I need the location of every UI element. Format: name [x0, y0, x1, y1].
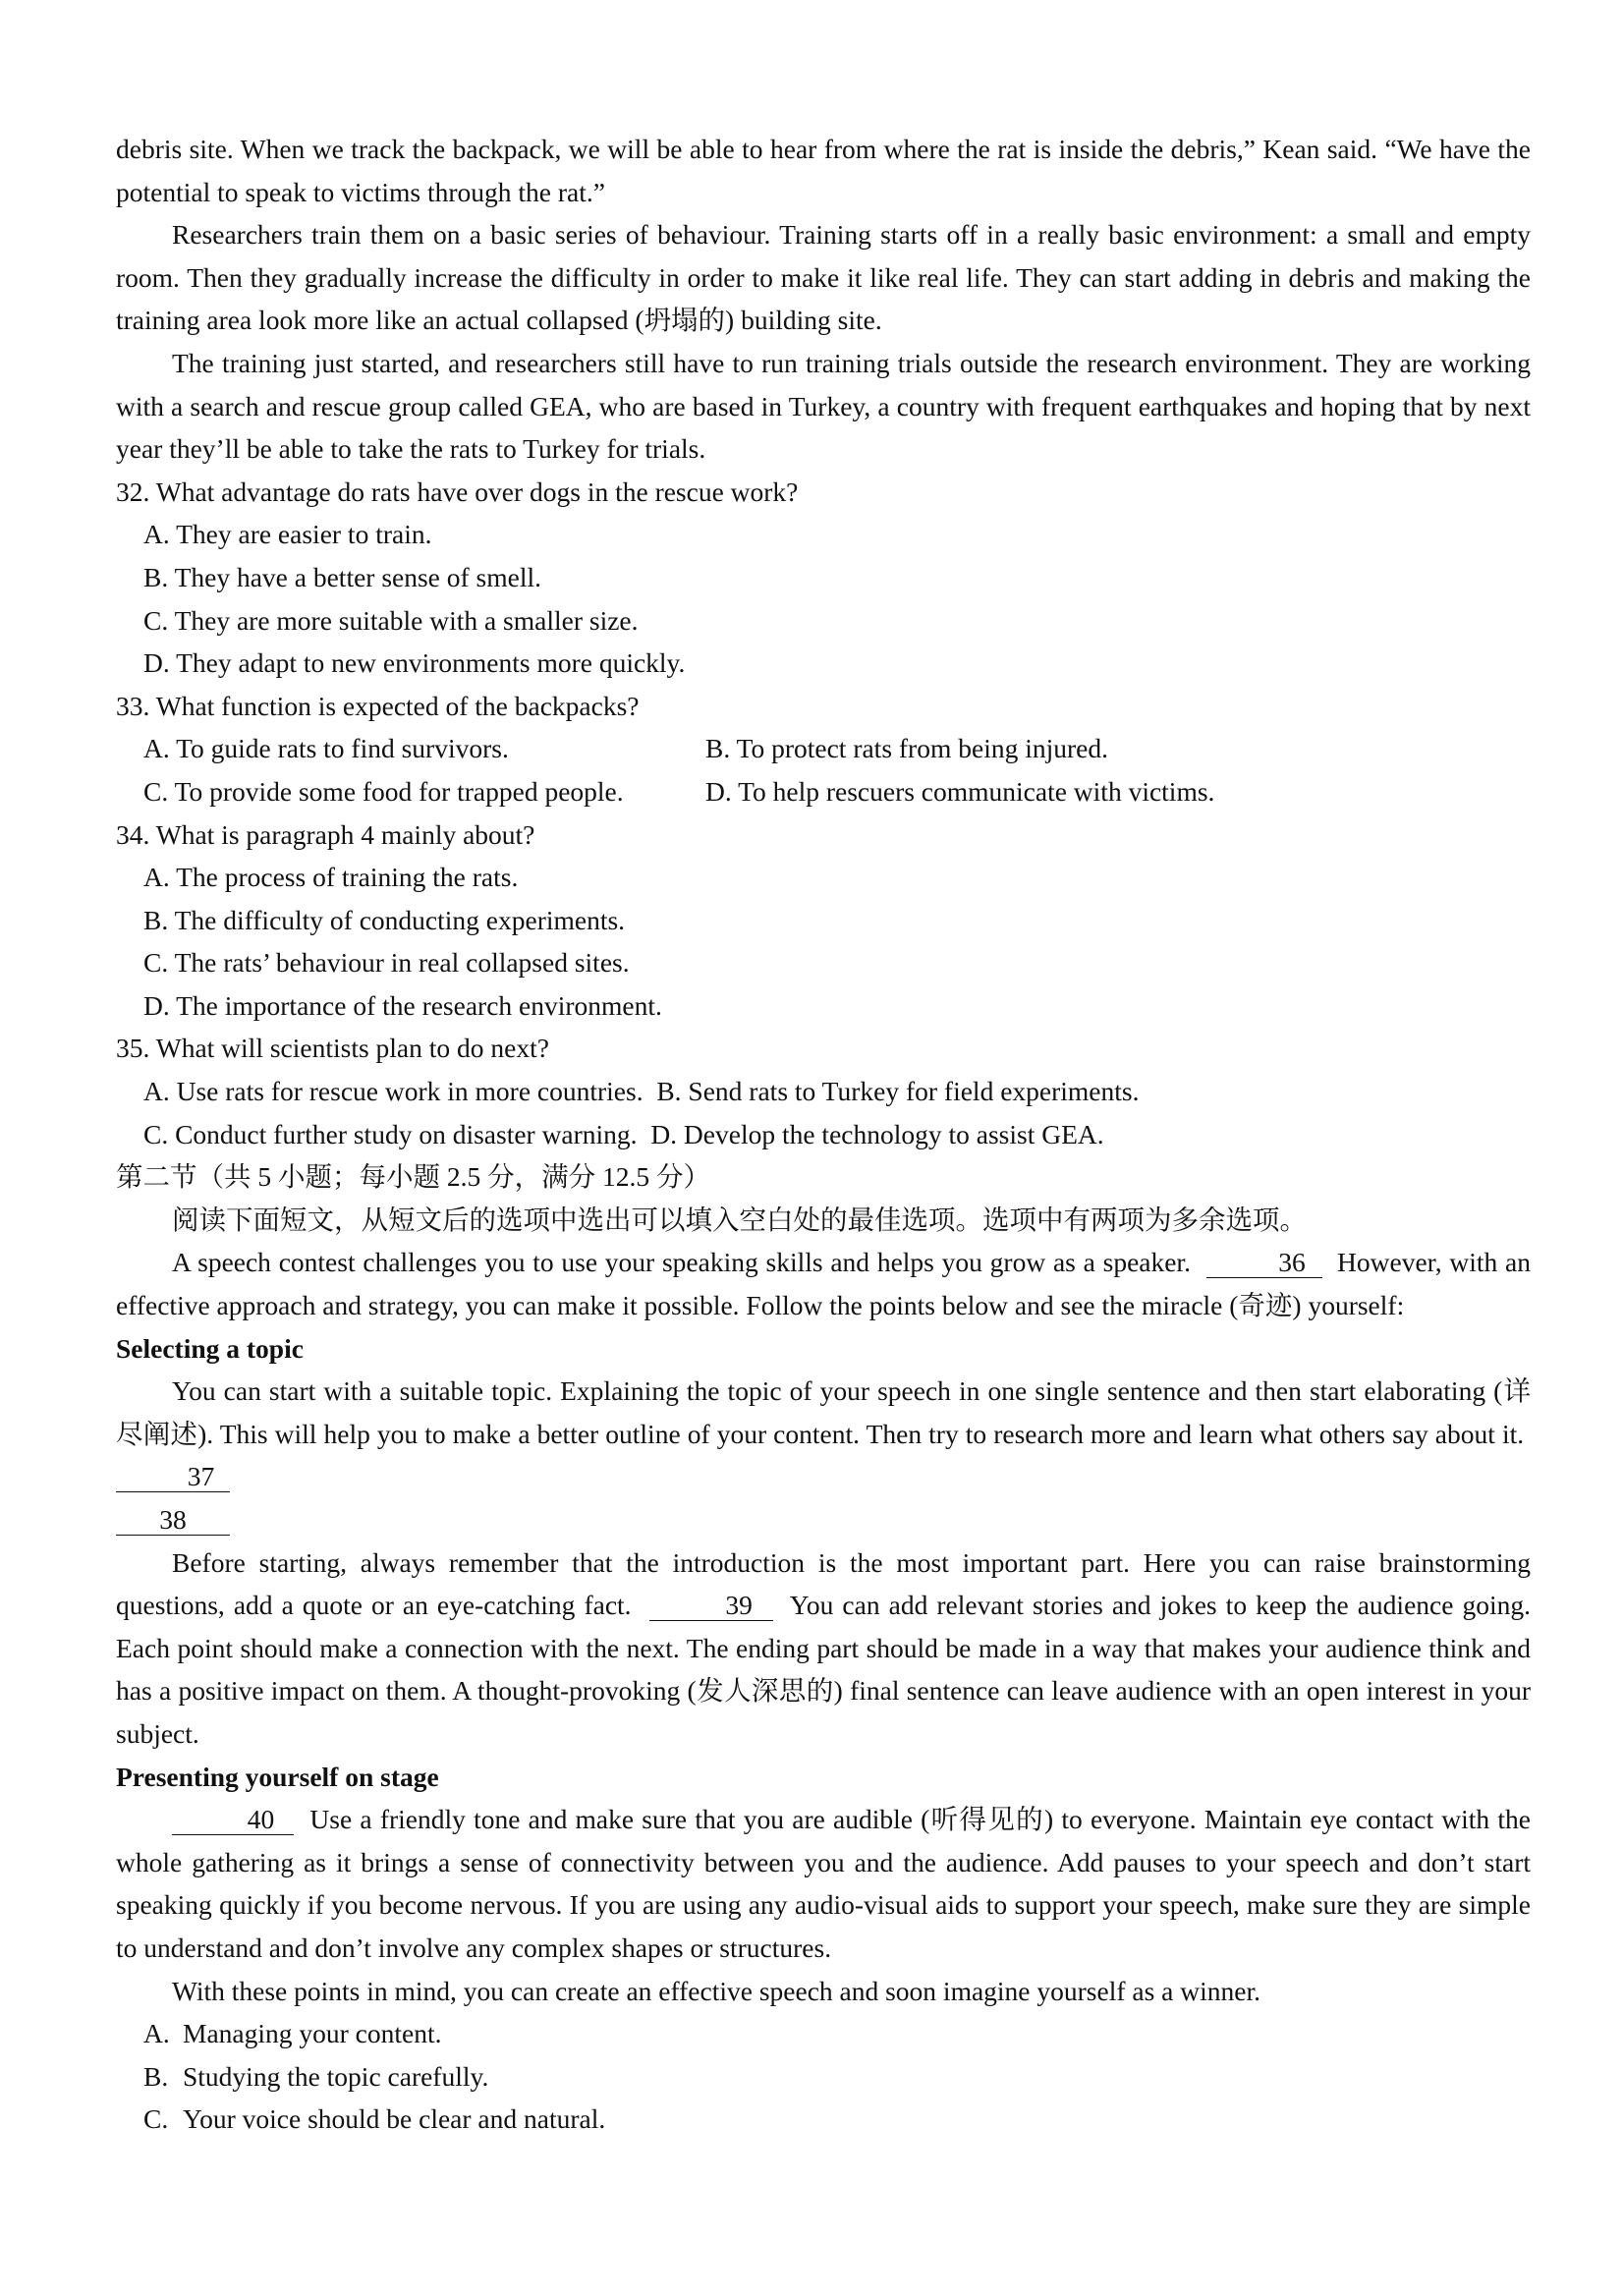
exam-page — [116, 128, 1531, 2141]
question-33-option-d[interactable]: D. To help rescuers communicate with victims. — [705, 775, 1215, 807]
heading-presenting-on-stage: Presenting yourself on stage — [116, 1761, 439, 1792]
question-32-option-b[interactable]: B. They have a better sense of smell. — [143, 561, 541, 592]
gap-option-letter: B. — [143, 2060, 169, 2092]
topic-paragraph — [116, 1370, 1531, 1498]
content-text-a: Before starting, always remember that the introduction is the most important part. Here you can raise brainstorming questions, add a quote or an eye-catching fact. — [116, 1546, 1531, 1621]
question-33-option-a[interactable]: A. To guide rats to find survivors. — [143, 733, 509, 764]
question-32-option-a[interactable]: A. They are easier to train. — [143, 519, 432, 550]
topic-text: You can start with a suitable topic. Explaining the topic of your speech in one single sentence and then start elaborating (详尽阐述). This will help you to make a better outline of your content. Then try to research more and learn what others say about it. — [116, 1375, 1531, 1449]
gap-option-text: Your voice should be clear and natural. — [183, 2103, 606, 2135]
gap-option-text: Studying the topic carefully. — [183, 2060, 489, 2092]
intro-text-a: A speech contest challenges you to use your speaking skills and helps you grow as a speaker. — [172, 1247, 1191, 1278]
question-34-stem: 34. What is paragraph 4 mainly about? — [116, 818, 535, 850]
section-2-instruction: 阅读下面短文，从短文后的选项中选出可以填入空白处的最佳选项。选项中有两项为多余选项。 — [172, 1204, 1307, 1235]
content-text-b: You can add relevant stories and jokes to keep the audience going. Each point should make a connection with the next. The ending part should be made in a way that makes your audience think and has a positive impact on them. A thought-provoking (发人深思的) final sentence can leave audience with an open interest in your subject. — [116, 1590, 1532, 1749]
gap-option-c[interactable] — [116, 2098, 1531, 2141]
passage-paragraph: debris site. When we track the backpack, we will be able to hear from where the rat is inside the debris,” Kean said. “We have the potential to speak to victims through the rat.” — [116, 134, 1531, 207]
question-35-options-row-2 — [116, 1113, 1531, 1156]
question-34-option-a[interactable]: A. The process of training the rats. — [143, 862, 519, 893]
question-35-option-a[interactable]: A. Use rats for rescue work in more countries. — [143, 1076, 644, 1107]
passage-paragraph: The training just started, and researchers still have to run training trials outside the research environment. They are working with a search and rescue group called GEA, who are based in Turkey, a country with frequent earthquakes and hoping that by next year they’ll be able to take the rats to Turkey for trials. — [116, 347, 1531, 465]
gap-option-letter: C. — [143, 2103, 169, 2135]
question-35-option-c[interactable]: C. Conduct further study on disaster warning. — [143, 1118, 638, 1149]
question-32-option-c[interactable]: C. They are more suitable with a smaller size. — [143, 604, 639, 636]
gap-option-letter: A. — [143, 2018, 170, 2049]
question-33-option-c[interactable]: C. To provide some food for trapped people. — [143, 775, 624, 807]
question-35-option-b[interactable]: B. Send rats to Turkey for field experiments. — [656, 1076, 1140, 1107]
question-33-option-b[interactable]: B. To protect rats from being injured. — [705, 733, 1108, 764]
question-34-option-c[interactable]: C. The rats’ behaviour in real collapsed sites. — [143, 947, 630, 979]
blank-37[interactable]: 37 — [116, 1462, 230, 1492]
gap-passage-intro — [116, 1241, 1531, 1326]
question-35-option-d[interactable]: D. Develop the technology to assist GEA. — [650, 1118, 1104, 1149]
question-33-stem: 33. What function is expected of the backpacks? — [116, 690, 640, 721]
intro-text-b: However, with an effective approach and strategy, you can make it possible. Follow the points below and see the miracle (奇迹) yourself: — [116, 1247, 1531, 1321]
gap-option-b[interactable] — [116, 2055, 1531, 2099]
blank-36[interactable]: 36 — [1206, 1248, 1322, 1278]
section-2-title: 第二节（共 5 小题；每小题 2.5 分，满分 12.5 分） — [116, 1161, 710, 1193]
blank-40[interactable]: 40 — [172, 1805, 294, 1835]
content-paragraph — [116, 1541, 1531, 1756]
stage-paragraph — [116, 1798, 1531, 1969]
question-32-stem: 32. What advantage do rats have over dogs in the rescue work? — [116, 476, 799, 507]
question-33-options-row-1 — [116, 727, 1531, 770]
gap-option-a[interactable] — [116, 2012, 1531, 2055]
closing-paragraph: With these points in mind, you can create an effective speech and soon imagine yourself as a winner. — [172, 1975, 1260, 2006]
question-35-options-row-1 — [116, 1070, 1531, 1113]
heading-selecting-topic: Selecting a topic — [116, 1332, 304, 1364]
question-35-stem: 35. What will scientists plan to do next? — [116, 1033, 549, 1064]
passage-paragraph: Researchers train them on a basic series of behaviour. Training starts off in a really basic environment: a small and empty room. Then they gradually increase the difficulty in order to make it like real life. They can start adding in debris and making the training area look more like an actual collapsed (坍塌的) building site. — [116, 219, 1531, 336]
stage-text: Use a friendly tone and make sure that you are audible (听得见的) to everyone. Maintain eye contact with the whole gathering as it brings a sense of connectivity between you and the audience. Add pauses to your speech and don’t start speaking quickly if you become nervous. If you are using any audio-visual aids to support your speech, make sure they are simple to understand and don’t involve any complex shapes or structures. — [116, 1804, 1531, 1963]
blank-38[interactable]: 38 — [116, 1505, 230, 1536]
gap-option-text: Managing your content. — [183, 2018, 442, 2049]
question-32-option-d[interactable]: D. They adapt to new environments more quickly. — [143, 647, 686, 679]
blank-39[interactable]: 39 — [649, 1591, 773, 1621]
blank-38-line — [116, 1498, 1531, 1541]
question-33-options-row-2 — [116, 770, 1531, 813]
question-34-option-d[interactable]: D. The importance of the research environment. — [143, 989, 662, 1021]
question-34-option-b[interactable]: B. The difficulty of conducting experiments. — [143, 904, 626, 935]
